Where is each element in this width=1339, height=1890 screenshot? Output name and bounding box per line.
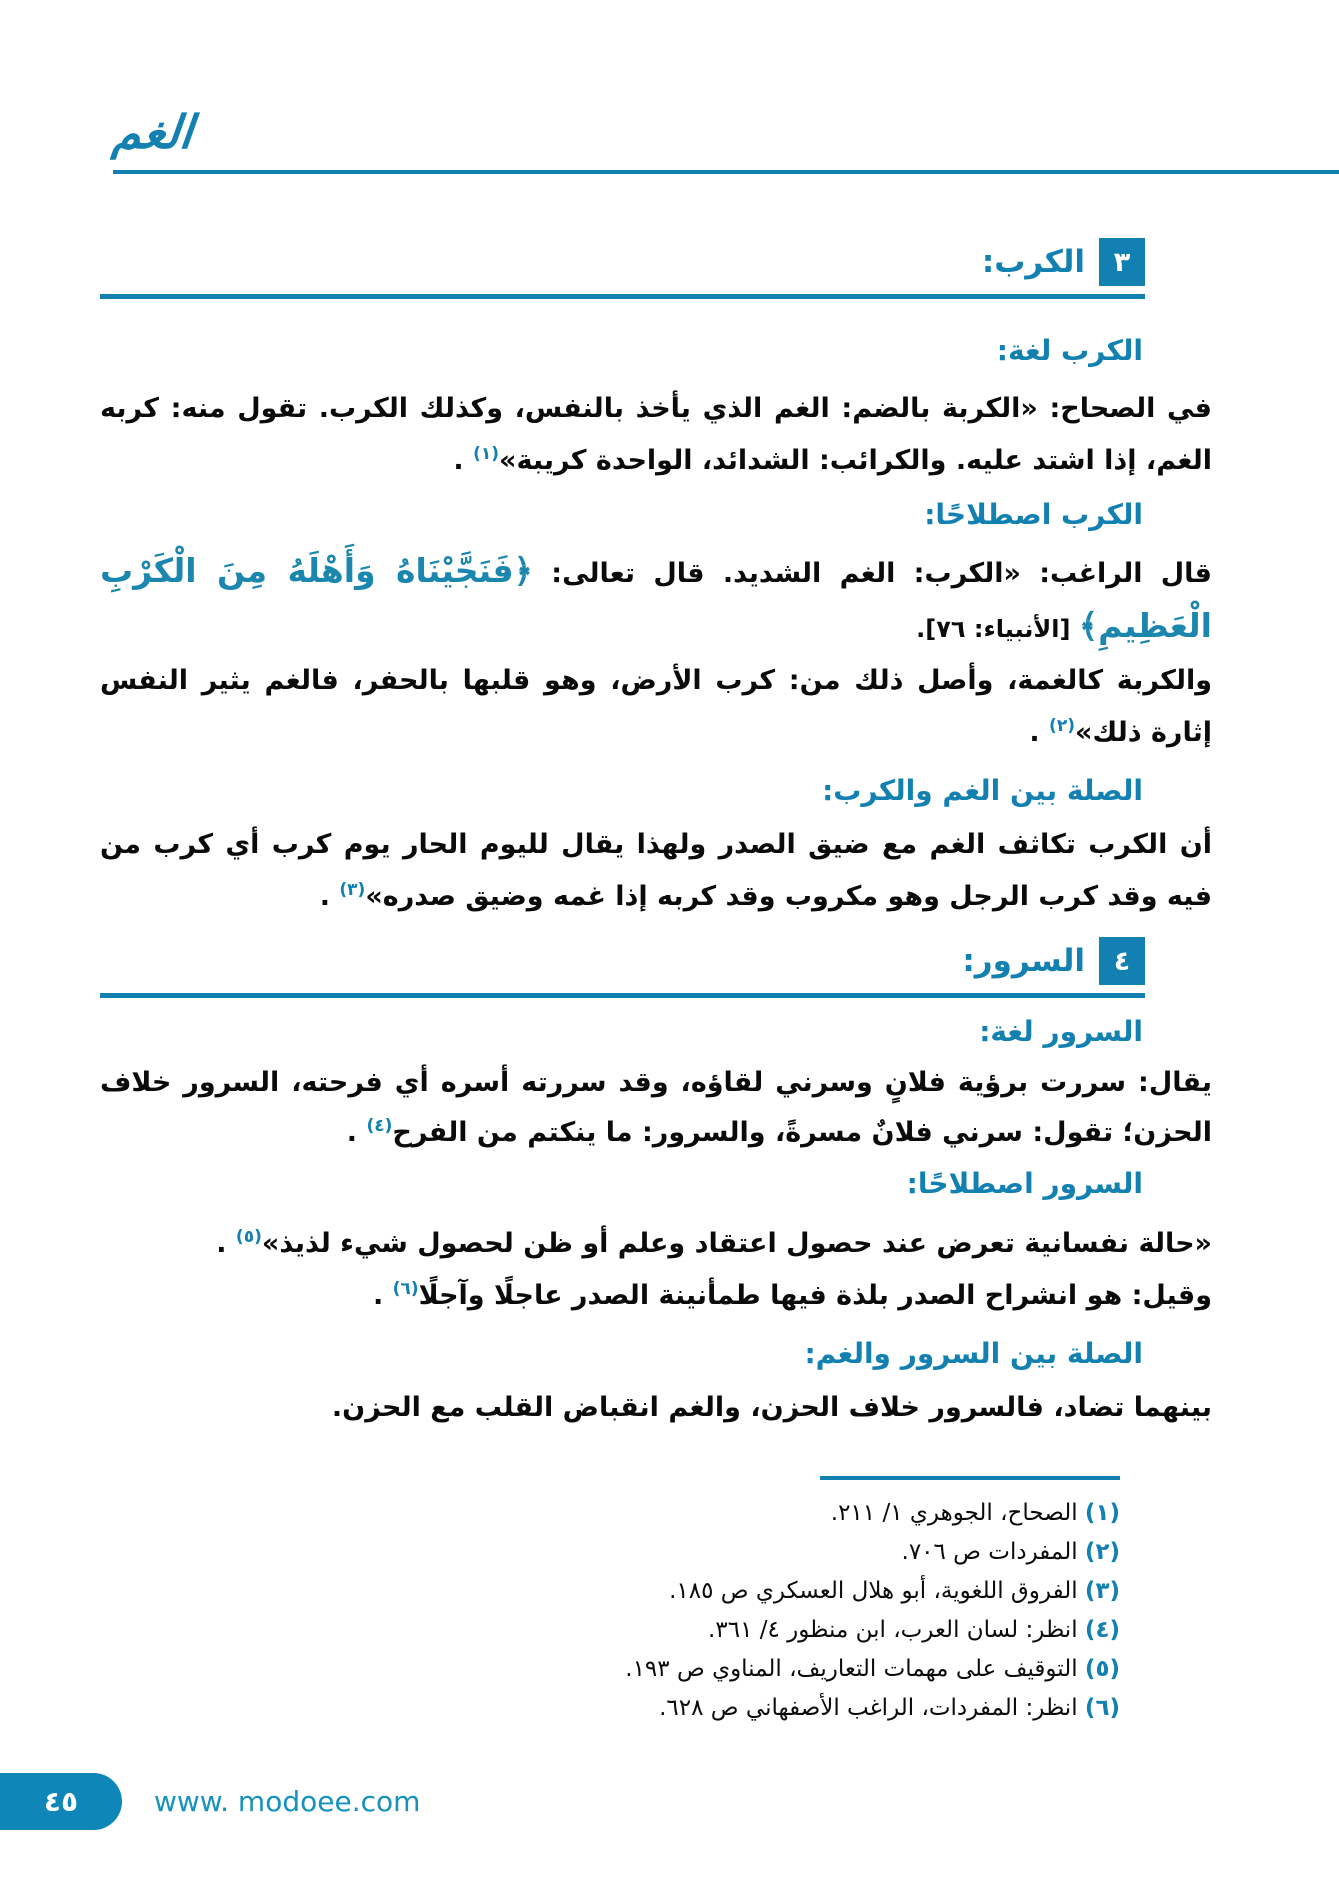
paragraph-text: وقيل: هو انشراح الصدر بلذة فيها طمأنينة الصدر عاجلًا وآجلًا <box>418 1280 1212 1311</box>
paragraph-tail: . <box>346 1117 367 1148</box>
footnote-number: (١) <box>1084 1500 1120 1526</box>
page-number: ٤٥ <box>43 1785 79 1818</box>
paragraph-sila-ghamm-karb <box>100 819 1212 923</box>
footnote-item <box>100 1650 1120 1689</box>
paragraph-tail: . <box>319 881 340 912</box>
paragraph-karb-istilah-2 <box>100 655 1212 759</box>
website-url: www. modoee.com <box>154 1785 421 1818</box>
paragraph-text: في الصحاح: «الكربة بالضم: الغم الذي يأخذ بالنفس، وكذلك الكرب. تقول منه: كربه الغم، إذا اشتد عليه. والكرائب: الشدائد، الواحدة كريبة» <box>100 393 1212 476</box>
paragraph-tail: . <box>216 1228 236 1259</box>
section-number-badge: ٤ <box>1099 937 1145 985</box>
section-title: السرور: <box>962 943 1085 979</box>
footnote-text: انظر: المفردات، الراغب الأصفهاني ص ٦٢٨. <box>659 1695 1078 1721</box>
paragraph-text: أن الكرب تكاثف الغم مع ضيق الصدر ولهذا يقال لليوم الحار يوم كرب أي كرب من فيه وقد كرب الرجل وهو مكروب وقد كربه إذا غمه وضيق صدره» <box>100 829 1212 912</box>
footnote-item <box>100 1533 1120 1572</box>
footnote-number: (٤) <box>1084 1617 1120 1643</box>
footnote-text: التوقيف على مهمات التعاريف، المناوي ص ١٩٣. <box>625 1656 1078 1682</box>
paragraph-tail: . <box>453 445 474 476</box>
page-footer <box>0 1773 420 1830</box>
section-number-badge: ٣ <box>1099 238 1145 286</box>
section-underline <box>100 294 1145 299</box>
paragraph-text: «حالة نفسانية تعرض عند حصول اعتقاد وعلم أو ظن لحصول شيء لذيذ» <box>261 1228 1212 1259</box>
subheading-karb-istilah: الكرب اصطلاحًا: <box>924 498 1143 531</box>
chapter-title-calligraphy: الغم <box>110 105 196 159</box>
footnote-list <box>100 1494 1120 1728</box>
paragraph-karb-lugha <box>100 383 1212 487</box>
footnote-text: المفردات ص ٧٠٦. <box>901 1539 1078 1565</box>
paragraph-surur-istilah <box>100 1218 1212 1270</box>
footnote-marker-3: (٣) <box>339 880 366 900</box>
paragraph-text: قال الراغب: «الكرب: الغم الشديد. قال تعالى: <box>533 558 1212 589</box>
footnote-number: (٦) <box>1084 1695 1120 1721</box>
footnote-item <box>100 1689 1120 1728</box>
footnote-marker-6: (٦) <box>392 1279 419 1299</box>
footnote-number: (٥) <box>1084 1656 1120 1682</box>
subheading-surur-istilah: السرور اصطلاحًا: <box>906 1167 1143 1200</box>
footnote-separator-rule <box>820 1476 1120 1480</box>
paragraph-tail: . <box>1029 717 1050 748</box>
footnote-marker-1: (١) <box>473 444 500 464</box>
footnote-marker-4: (٤) <box>366 1116 393 1136</box>
paragraph-karb-istilah <box>100 545 1212 655</box>
footnote-item <box>100 1572 1120 1611</box>
footnote-marker-5: (٥) <box>235 1227 262 1247</box>
section-heading-karb <box>100 238 1145 286</box>
footnote-marker-2: (٢) <box>1049 716 1075 736</box>
quran-verse: ﴿فَنَجَّيْنَاهُ وَأَهْلَهُ مِنَ الْكَرْبِ الْعَظِيمِ﴾ <box>100 551 1212 645</box>
paragraph-text: يقال: سررت برؤية فلانٍ وسرني لقاؤه، وقد سررته أسره أي فرحته، السرور خلاف الحزن؛ تقول: سرني فلانٌ مسرةً، والسرور: ما ينكتم من الفرح <box>100 1067 1212 1148</box>
subheading-karb-lugha: الكرب لغة: <box>996 334 1143 367</box>
paragraph-text: بينهما تضاد، فالسرور خلاف الحزن، والغم انقباض القلب مع الحزن. <box>331 1392 1212 1423</box>
paragraph-surur-lugha <box>100 1058 1212 1158</box>
ayah-reference: [الأنبياء: ٧٦]. <box>916 615 1079 643</box>
footnote-text: انظر: لسان العرب، ابن منظور ٤/ ٣٦١. <box>708 1617 1078 1643</box>
footnote-item <box>100 1611 1120 1650</box>
section-underline <box>100 993 1145 998</box>
footnote-text: الفروق اللغوية، أبو هلال العسكري ص ١٨٥. <box>669 1578 1078 1604</box>
footnote-number: (٣) <box>1084 1578 1120 1604</box>
section-heading-surur <box>100 937 1145 985</box>
paragraph-tail: . <box>372 1280 393 1311</box>
footnote-text: الصحاح، الجوهري ١/ ٢١١. <box>830 1500 1078 1526</box>
page-number-badge <box>0 1773 122 1830</box>
running-head <box>110 100 1339 174</box>
subheading-sila-ghamm-karb: الصلة بين الغم والكرب: <box>822 774 1143 807</box>
footnote-item <box>100 1494 1120 1533</box>
section-title: الكرب: <box>981 244 1085 280</box>
paragraph-text: والكربة كالغمة، وأصل ذلك من: كرب الأرض، وهو قلبها بالحفر، فالغم يثير النفس إثارة ذلك» <box>100 665 1212 748</box>
subheading-sila-surur-ghamm: الصلة بين السرور والغم: <box>804 1337 1143 1370</box>
footnote-number: (٢) <box>1084 1539 1120 1565</box>
subheading-surur-lugha: السرور لغة: <box>979 1015 1143 1048</box>
paragraph-sila-surur-ghamm <box>100 1382 1212 1434</box>
paragraph-surur-istilah-2 <box>100 1270 1212 1322</box>
